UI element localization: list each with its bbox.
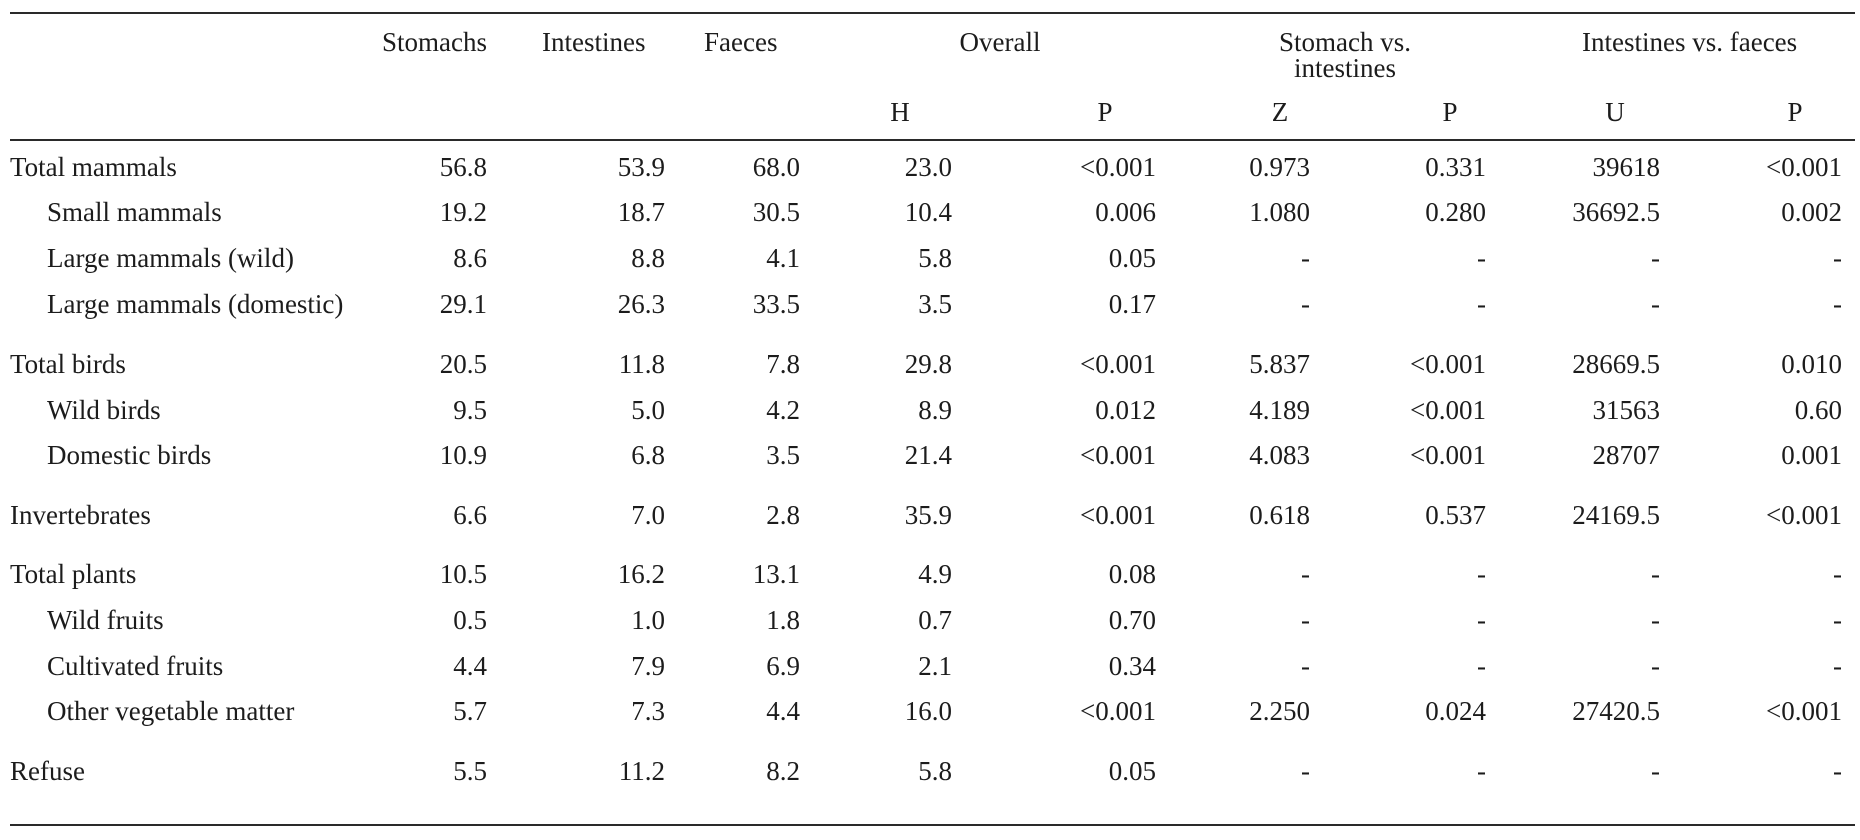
- cell-z-p: -: [1477, 605, 1486, 635]
- cell-overall-h: 2.1: [918, 651, 952, 681]
- cell-overall-p: 0.012: [1095, 395, 1156, 425]
- cell-faeces: 2.8: [766, 500, 800, 530]
- subheader-overall-p: P: [1097, 97, 1113, 127]
- header-stomach-vs-intestines-line1: Stomach vs.: [1279, 27, 1411, 57]
- cell-overall-h: 10.4: [904, 197, 952, 227]
- cell-u: 24169.5: [1572, 500, 1660, 530]
- cell-intestines: 7.0: [631, 500, 665, 530]
- cell-u: 28707: [1592, 440, 1660, 470]
- cell-faeces: 8.2: [766, 756, 800, 786]
- cell-z: -: [1301, 559, 1310, 589]
- row-label: Total plants: [10, 559, 137, 589]
- row-label: Total birds: [10, 349, 126, 379]
- row-label: Refuse: [10, 756, 85, 786]
- row-label: Small mammals: [47, 197, 222, 227]
- cell-u-p: -: [1833, 559, 1842, 589]
- subheader-z: Z: [1271, 97, 1289, 127]
- cell-overall-h: 5.8: [918, 756, 952, 786]
- cell-faeces: 4.4: [766, 696, 800, 726]
- header-stomachs: Stomachs: [382, 27, 487, 57]
- cell-faeces: 68.0: [752, 152, 800, 182]
- cell-z-p: <0.001: [1410, 440, 1486, 470]
- row-label: Large mammals (domestic): [47, 289, 344, 319]
- cell-u: -: [1651, 559, 1660, 589]
- cell-intestines: 6.8: [631, 440, 665, 470]
- cell-z-p: 0.280: [1425, 197, 1486, 227]
- header-faeces: Faeces: [704, 27, 778, 57]
- cell-z-p: <0.001: [1410, 395, 1486, 425]
- cell-u-p: 0.60: [1794, 395, 1842, 425]
- cell-u: 27420.5: [1572, 696, 1660, 726]
- cell-stomachs: 0.5: [453, 605, 487, 635]
- cell-overall-p: 0.70: [1108, 605, 1156, 635]
- cell-z: -: [1301, 289, 1310, 319]
- cell-u-p: <0.001: [1766, 152, 1842, 182]
- cell-stomachs: 4.4: [453, 651, 487, 681]
- cell-stomachs: 20.5: [439, 349, 487, 379]
- cell-u: 28669.5: [1572, 349, 1660, 379]
- cell-faeces: 33.5: [752, 289, 800, 319]
- cell-faeces: 30.5: [752, 197, 800, 227]
- cell-z: 5.837: [1249, 349, 1310, 379]
- cell-intestines: 8.8: [631, 243, 665, 273]
- header-overall: Overall: [959, 27, 1041, 57]
- cell-faeces: 4.2: [766, 395, 800, 425]
- cell-intestines: 16.2: [617, 559, 665, 589]
- cell-z-p: -: [1477, 651, 1486, 681]
- cell-u-p: <0.001: [1766, 500, 1842, 530]
- header-rule: [10, 139, 1855, 141]
- cell-overall-h: 8.9: [918, 395, 952, 425]
- cell-z: 0.973: [1249, 152, 1310, 182]
- cell-z: 0.618: [1249, 500, 1310, 530]
- cell-u-p: <0.001: [1766, 696, 1842, 726]
- cell-stomachs: 29.1: [439, 289, 487, 319]
- cell-z-p: <0.001: [1410, 349, 1486, 379]
- cell-u-p: -: [1833, 243, 1842, 273]
- cell-overall-h: 23.0: [904, 152, 952, 182]
- cell-u-p: 0.002: [1781, 197, 1842, 227]
- cell-intestines: 1.0: [631, 605, 665, 635]
- cell-stomachs: 5.5: [453, 756, 487, 786]
- cell-overall-h: 3.5: [918, 289, 952, 319]
- cell-overall-p: 0.05: [1108, 243, 1156, 273]
- cell-overall-h: 4.9: [918, 559, 952, 589]
- cell-faeces: 7.8: [766, 349, 800, 379]
- cell-stomachs: 5.7: [453, 696, 487, 726]
- row-label: Domestic birds: [47, 440, 212, 470]
- cell-faeces: 13.1: [752, 559, 800, 589]
- cell-stomachs: 9.5: [453, 395, 487, 425]
- cell-u: -: [1651, 289, 1660, 319]
- cell-overall-h: 21.4: [904, 440, 952, 470]
- cell-u-p: -: [1833, 605, 1842, 635]
- cell-intestines: 53.9: [617, 152, 665, 182]
- cell-faeces: 1.8: [766, 605, 800, 635]
- cell-faeces: 4.1: [766, 243, 800, 273]
- cell-faeces: 6.9: [766, 651, 800, 681]
- subheader-u: U: [1605, 97, 1625, 127]
- cell-z: -: [1301, 651, 1310, 681]
- cell-z: 4.189: [1249, 395, 1310, 425]
- cell-faeces: 3.5: [766, 440, 800, 470]
- cell-z: -: [1301, 605, 1310, 635]
- cell-overall-h: 5.8: [918, 243, 952, 273]
- cell-overall-p: 0.34: [1108, 651, 1156, 681]
- header-intestines: Intestines: [542, 27, 646, 57]
- cell-intestines: 5.0: [631, 395, 665, 425]
- cell-z-p: 0.331: [1425, 152, 1486, 182]
- cell-stomachs: 56.8: [439, 152, 487, 182]
- cell-z-p: 0.537: [1425, 500, 1486, 530]
- cell-u: -: [1651, 756, 1660, 786]
- cell-intestines: 26.3: [617, 289, 665, 319]
- cell-z: -: [1301, 756, 1310, 786]
- cell-u: 31563: [1592, 395, 1660, 425]
- cell-intestines: 11.2: [618, 756, 665, 786]
- cell-z: 2.250: [1249, 696, 1310, 726]
- cell-stomachs: 8.6: [453, 243, 487, 273]
- cell-u-p: -: [1833, 651, 1842, 681]
- bottom-rule: [10, 824, 1855, 826]
- cell-intestines: 18.7: [617, 197, 665, 227]
- row-label: Wild fruits: [47, 605, 164, 635]
- header-stomach-vs-intestines-line2: intestines: [1294, 53, 1396, 83]
- cell-z: 4.083: [1249, 440, 1310, 470]
- cell-u: 39618: [1592, 152, 1660, 182]
- cell-u-p: 0.001: [1781, 440, 1842, 470]
- cell-z: 1.080: [1249, 197, 1310, 227]
- subheader-u-p: P: [1787, 97, 1803, 127]
- subheader-h: H: [890, 97, 910, 127]
- cell-overall-p: 0.17: [1108, 289, 1156, 319]
- cell-z-p: -: [1477, 559, 1486, 589]
- cell-stomachs: 10.9: [439, 440, 487, 470]
- cell-overall-p: <0.001: [1080, 152, 1156, 182]
- row-label: Large mammals (wild): [47, 243, 294, 273]
- cell-u: -: [1651, 651, 1660, 681]
- cell-stomachs: 19.2: [439, 197, 487, 227]
- row-label: Total mammals: [10, 152, 177, 182]
- cell-intestines: 11.8: [618, 349, 665, 379]
- cell-overall-p: <0.001: [1080, 500, 1156, 530]
- cell-u: 36692.5: [1572, 197, 1660, 227]
- cell-intestines: 7.3: [631, 696, 665, 726]
- cell-z-p: 0.024: [1425, 696, 1486, 726]
- cell-z-p: -: [1477, 243, 1486, 273]
- cell-overall-h: 16.0: [904, 696, 952, 726]
- cell-u-p: 0.010: [1781, 349, 1842, 379]
- cell-overall-p: 0.05: [1108, 756, 1156, 786]
- cell-stomachs: 10.5: [439, 559, 487, 589]
- row-label: Invertebrates: [10, 500, 151, 530]
- top-rule: [10, 12, 1855, 14]
- row-label: Cultivated fruits: [47, 651, 224, 681]
- cell-overall-h: 35.9: [904, 500, 952, 530]
- cell-intestines: 7.9: [631, 651, 665, 681]
- cell-overall-h: 29.8: [904, 349, 952, 379]
- cell-u: -: [1651, 605, 1660, 635]
- cell-overall-p: <0.001: [1080, 440, 1156, 470]
- cell-stomachs: 6.6: [453, 500, 487, 530]
- header-intestines-vs-faeces: Intestines vs. faeces: [1582, 27, 1798, 57]
- cell-overall-p: <0.001: [1080, 349, 1156, 379]
- cell-overall-p: 0.006: [1095, 197, 1156, 227]
- row-label: Wild birds: [47, 395, 161, 425]
- row-label: Other vegetable matter: [47, 696, 295, 726]
- cell-overall-p: 0.08: [1108, 559, 1156, 589]
- cell-z-p: -: [1477, 756, 1486, 786]
- cell-z-p: -: [1477, 289, 1486, 319]
- cell-u-p: -: [1833, 756, 1842, 786]
- cell-u: -: [1651, 243, 1660, 273]
- cell-z: -: [1301, 243, 1310, 273]
- cell-overall-h: 0.7: [918, 605, 952, 635]
- cell-overall-p: <0.001: [1080, 696, 1156, 726]
- cell-u-p: -: [1833, 289, 1842, 319]
- subheader-z-p: P: [1442, 97, 1458, 127]
